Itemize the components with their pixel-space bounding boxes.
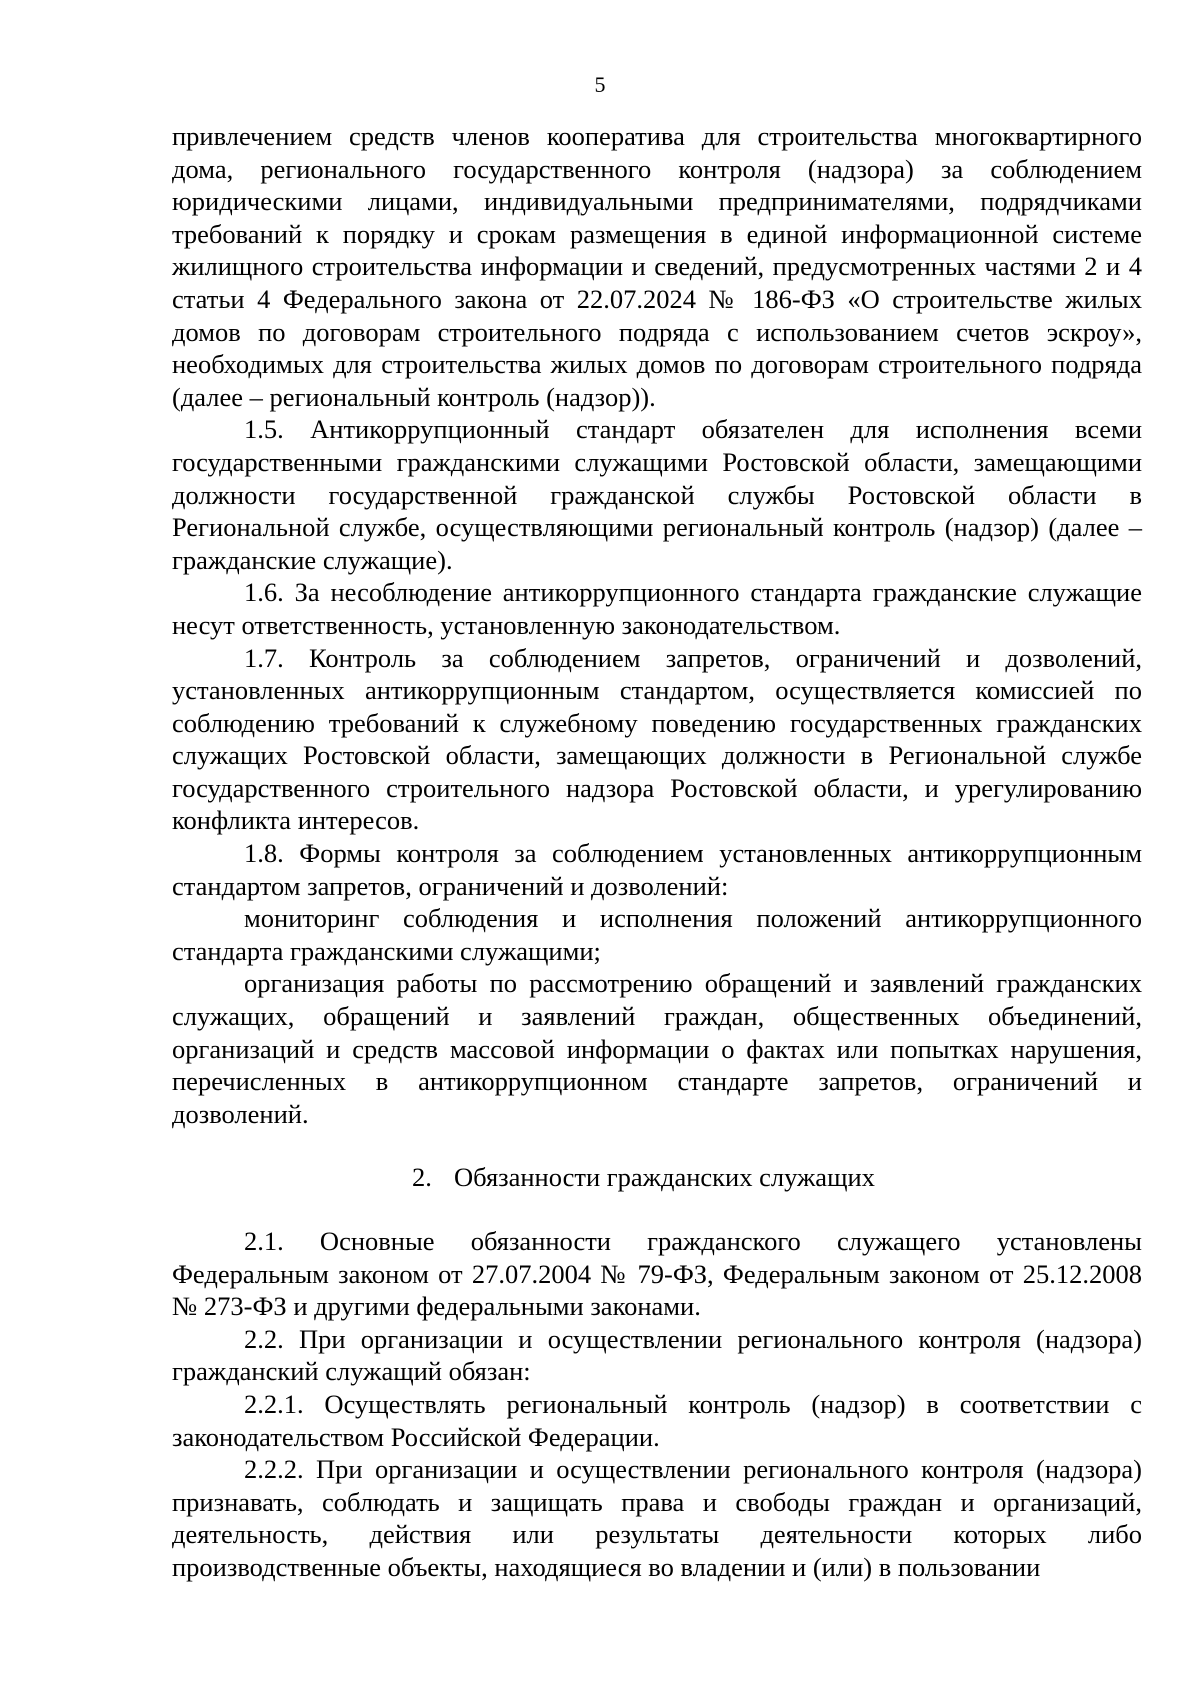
paragraph-1-8: 1.8. Формы контроля за соблюдением установленных антикоррупционным стандартом запретов, ограничений и дозволений: [172,838,1142,901]
section-2 [172,1225,1142,1584]
page-number: 5 [594,72,606,97]
paragraph-monitoring: мониторинг соблюдения и исполнения положений антикоррупционного стандарта гражданскими служащими; [172,903,1142,966]
paragraph-2-2-1: 2.2.1. Осуществлять региональный контроль (надзор) в соответствии с законодательством Российской Федерации. [172,1388,1142,1452]
section-1-continuation [172,120,1142,1130]
paragraph-2-1: 2.1. Основные обязанности гражданского служащего установлены Федеральным законом от 27.07.2004 № 79-ФЗ, Федеральным законом от 25.12.2008 № 273-ФЗ и другими федеральными законами. [172,1226,1142,1322]
paragraph-1-6: 1.6. За несоблюдение антикоррупционного стандарта гражданские служащие несут ответственность, установленную законодательством. [172,577,1142,640]
paragraph-1-7: 1.7. Контроль за соблюдением запретов, ограничений и дозволений, установленных антикоррупционным стандартом, осуществляется комиссией по соблюдению требований к служебному поведению государственных гражданских служащих Ростовской области, замещающих должности в Региональной службе государственного строительного надзора Ростовской области, и урегулированию конфликта интересов. [172,642,1142,836]
paragraph-1-5: 1.5. Антикоррупционный стандарт обязателен для исполнения всеми государственными гражданскими служащими Ростовской области, замещающими должности государственной гражданской службы Ростовской области в Региональной службе, осуществляющими региональный контроль (надзор) (далее – гражданские служащие). [172,414,1142,575]
section-heading-title: Обязанности гражданских служащих [454,1162,875,1193]
paragraph-2-2: 2.2. При организации и осуществлении регионального контроля (надзора) гражданский служащий обязан: [172,1323,1142,1387]
paragraph-organization: организация работы по рассмотрению обращений и заявлений гражданских служащих, обращений и заявлений граждан, общественных объединений, организаций и средств массовой информации о фактах или попытках нарушения, перечисленных в антикоррупционном стандарте запретов, ограничений и дозволений. [172,968,1142,1129]
section-heading [172,1161,1142,1194]
section-heading-number: 2. [412,1162,432,1193]
paragraph-2-2-2: 2.2.2. При организации и осуществлении регионального контроля (надзора) признавать, соблюдать и защищать права и свободы граждан и организаций, деятельность, действия или результаты деятельности которых либо производственные объекты, находящиеся во владении и (или) в пользовании [172,1454,1142,1582]
paragraph: привлечением средств членов кооператива для строительства многоквартирного дома, регионального государственного контроля (надзора) за соблюдением юридическими лицами, индивидуальными предпринимателями, подрядчиками требований к порядку и срокам размещения в единой информационной системе жилищного строительства информации и сведений, предусмотренных частями 2 и 4 статьи 4 Федерального закона от 22.07.2024 № 186-ФЗ «О строительстве жилых домов по договорам строительного подряда с использованием счетов эскроу», необходимых для строительства жилых домов по договорам строительного подряда (далее – региональный контроль (надзор)). [172,121,1142,412]
document-body [172,120,1142,1584]
